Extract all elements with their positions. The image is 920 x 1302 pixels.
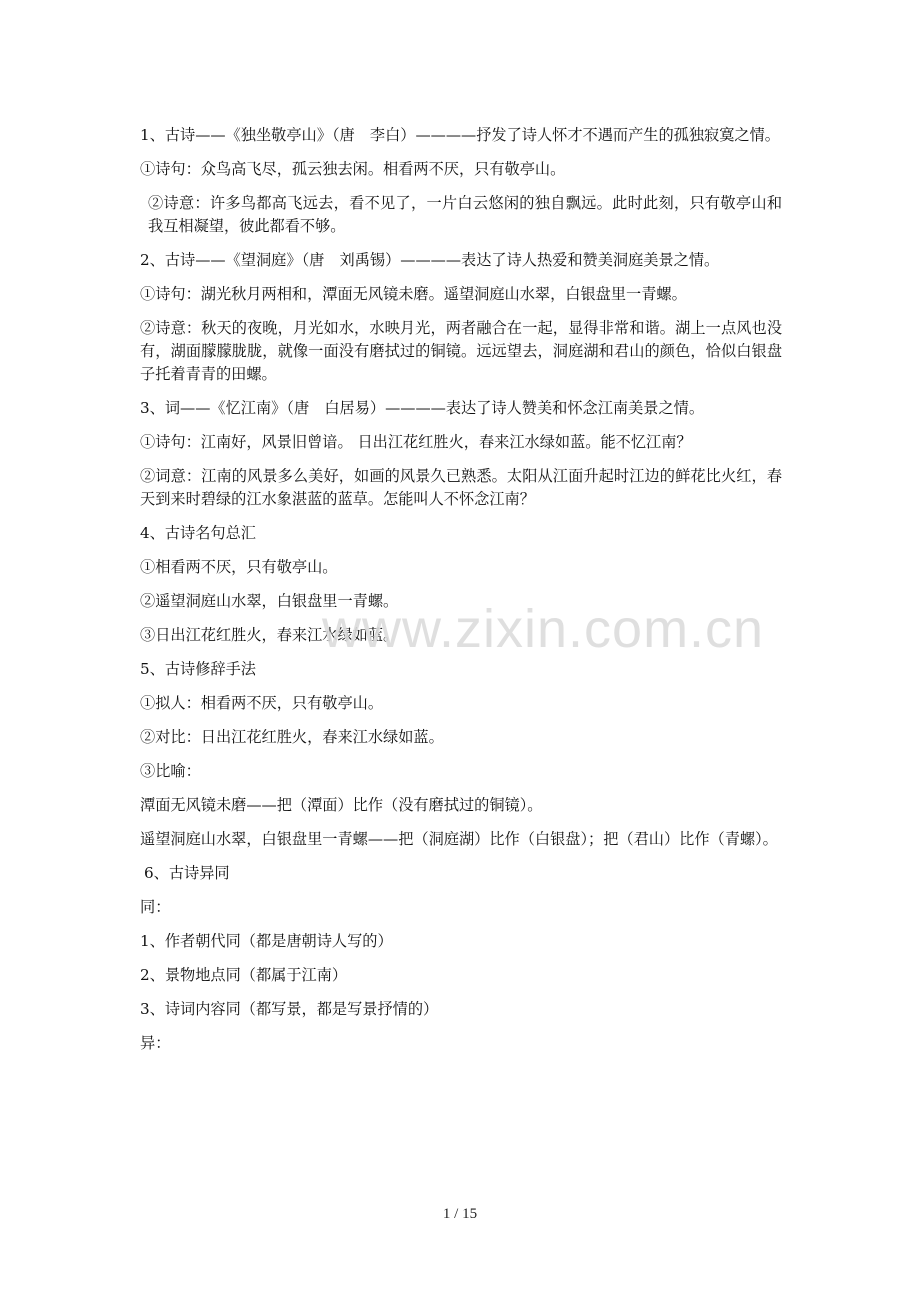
paragraph: 异： bbox=[140, 1034, 171, 1052]
paragraph: ③比喻： bbox=[140, 762, 201, 780]
section-heading: 4、古诗名句总汇 bbox=[140, 524, 256, 542]
paragraph: 2、景物地点同（都属于江南） bbox=[140, 966, 348, 984]
watermark: www.zixin.com.cn bbox=[322, 599, 765, 659]
paragraph: ①诗句：湖光秋月两相和，潭面无风镜未磨。遥望洞庭山水翠，白银盘里一青螺。 bbox=[140, 285, 687, 303]
paragraph: 遥望洞庭山水翠，白银盘里一青螺——把（洞庭湖）比作（白银盘）；把（君山）比作（青螺）。 bbox=[140, 830, 778, 848]
paragraph: 潭面无风镜未磨——把（潭面）比作（没有磨拭过的铜镜）。 bbox=[140, 796, 543, 814]
paragraph: 1、古诗——《独坐敬亭山》（唐 李白）————抒发了诗人怀才不遇而产生的孤独寂寞之情。 bbox=[140, 126, 780, 144]
paragraph: ②对比：日出江花红胜火，春来江水绿如蓝。 bbox=[140, 728, 444, 746]
paragraph: 3、诗词内容同（都写景，都是写景抒情的） bbox=[140, 1000, 439, 1018]
page-number: 1 / 15 bbox=[442, 1206, 478, 1222]
section-heading: 6、古诗异同 bbox=[144, 864, 230, 882]
paragraph: ②词意：江南的风景多么美好，如画的风景久已熟悉。太阳从江面升起时江边的鲜花比火红，春天到来时碧绿的江水象湛蓝的蓝草。怎能叫人不怀念江南？ bbox=[140, 467, 782, 508]
paragraph: ②诗意：许多鸟都高飞远去，看不见了，一片白云悠闲的独自飘远。此时此刻，只有敬亭山和我互相凝望，彼此都看不够。 bbox=[148, 194, 782, 235]
section-heading: 5、古诗修辞手法 bbox=[140, 660, 256, 678]
document-body bbox=[140, 124, 782, 1066]
paragraph: 2、古诗——《望洞庭》（唐 刘禹锡）————表达了诗人热爱和赞美洞庭美景之情。 bbox=[140, 251, 720, 269]
paragraph: 同： bbox=[140, 898, 171, 916]
paragraph: ①拟人：相看两不厌，只有敬亭山。 bbox=[140, 694, 383, 712]
paragraph: ②诗意：秋天的夜晚，月光如水，水映月光，两者融合在一起，显得非常和谐。湖上一点风也没有，湖面朦朦胧胧，就像一面没有磨拭过的铜镜。远远望去，洞庭湖和君山的颜色，恰似白银盘子托着青青的田螺。 bbox=[140, 319, 782, 383]
paragraph: ③日出江花红胜火，春来江水绿如蓝。 bbox=[140, 626, 399, 644]
paragraph: ①诗句：众鸟高飞尽，孤云独去闲。相看两不厌，只有敬亭山。 bbox=[140, 160, 566, 178]
paragraph: ①诗句：江南好，风景旧曾谙。 日出江花红胜火，春来江水绿如蓝。能不忆江南？ bbox=[140, 433, 692, 451]
paragraph: 3、词——《忆江南》（唐 白居易）————表达了诗人赞美和怀念江南美景之情。 bbox=[140, 399, 705, 417]
paragraph: ②遥望洞庭山水翠，白银盘里一青螺。 bbox=[140, 592, 399, 610]
paragraph: ①相看两不厌，只有敬亭山。 bbox=[140, 558, 338, 576]
paragraph: 1、作者朝代同（都是唐朝诗人写的） bbox=[140, 932, 393, 950]
